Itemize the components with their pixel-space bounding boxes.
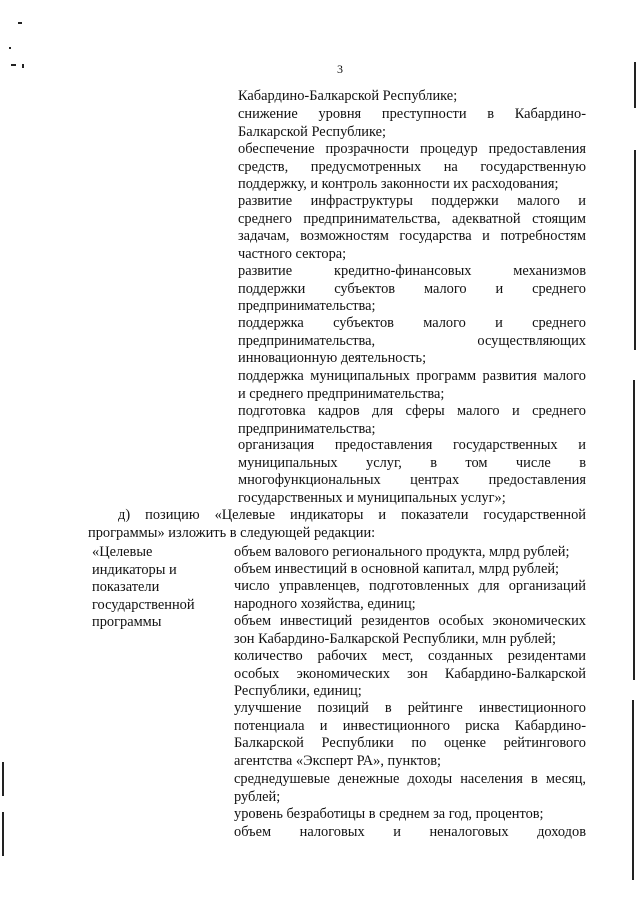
goal-item: снижение уровня преступности в Кабардино- Балкарской Республике;: [238, 106, 586, 140]
goal-item: развитие кредитно-финансовых механизмов поддержки субъектов малого и среднего предпринимательства;: [238, 263, 586, 314]
goal-item: обеспечение прозрачности процедур предоставления средств, предусмотренных на государственную поддержку, и контроль законности их расходования;: [238, 141, 586, 192]
indicator-item: объем инвестиций резидентов особых экономических зон Кабардино-Балкарской Республики, млн рублей;: [234, 613, 586, 647]
goal-item: поддержка субъектов малого и среднего предпринимательства, осуществляющих инновационную деятельность;: [238, 315, 586, 366]
scan-mark: [18, 22, 22, 24]
scan-mark: [11, 64, 16, 66]
amendment-instruction: д) позицию «Целевые индикаторы и показатели государственной программы» изложить в следующей редакции:: [88, 507, 586, 541]
indicator-item: число управленцев, подготовленных для организаций народного хозяйства, единиц;: [234, 578, 586, 612]
scan-mark: [9, 47, 11, 49]
indicator-item: объем налоговых и неналоговых доходов: [234, 824, 586, 840]
scan-mark: [633, 380, 635, 680]
goal-item: развитие инфраструктуры поддержки малого и среднего предпринимательства, адекватной стоящим задачам, возможностям государства и потребностям частного сектора;: [238, 193, 586, 262]
indicator-item: улучшение позиций в рейтинге инвестиционного потенциала и инвестиционного риска Кабардино- Балкарской Республики по оценке рейтингового агентства «Эксперт РА», пунктов;: [234, 700, 586, 769]
goal-item: подготовка кадров для сферы малого и среднего предпринимательства;: [238, 403, 586, 437]
goal-item: поддержка муниципальных программ развития малого и среднего предпринимательства;: [238, 368, 586, 402]
indicator-item: объем инвестиций в основной капитал, млрд рублей;: [234, 561, 560, 577]
indicators-row-label: «Целевые индикаторы и показатели государственной программы: [92, 544, 195, 630]
scan-mark: [2, 762, 4, 796]
scan-mark: [2, 812, 4, 856]
indicator-item: объем валового регионального продукта, млрд рублей;: [234, 544, 570, 560]
indicator-item: среднедушевые денежные доходы населения в месяц, рублей;: [234, 771, 586, 805]
goal-item: организация предоставления государственных и муниципальных услуг, в том числе в многофункциональных центрах предоставления государственных и муниципальных услуг»;: [238, 437, 586, 506]
scan-mark: [634, 150, 636, 350]
page-number: 3: [337, 62, 343, 76]
goal-item: Кабардино-Балкарской Республике;: [238, 88, 458, 104]
scan-mark: [634, 62, 636, 108]
scan-mark: [632, 700, 634, 880]
indicator-item: количество рабочих мест, созданных резидентами особых экономических зон Кабардино-Балкарской Республики, единиц;: [234, 648, 586, 699]
scan-mark: [22, 64, 24, 68]
indicator-item: уровень безработицы в среднем за год, процентов;: [234, 806, 544, 822]
